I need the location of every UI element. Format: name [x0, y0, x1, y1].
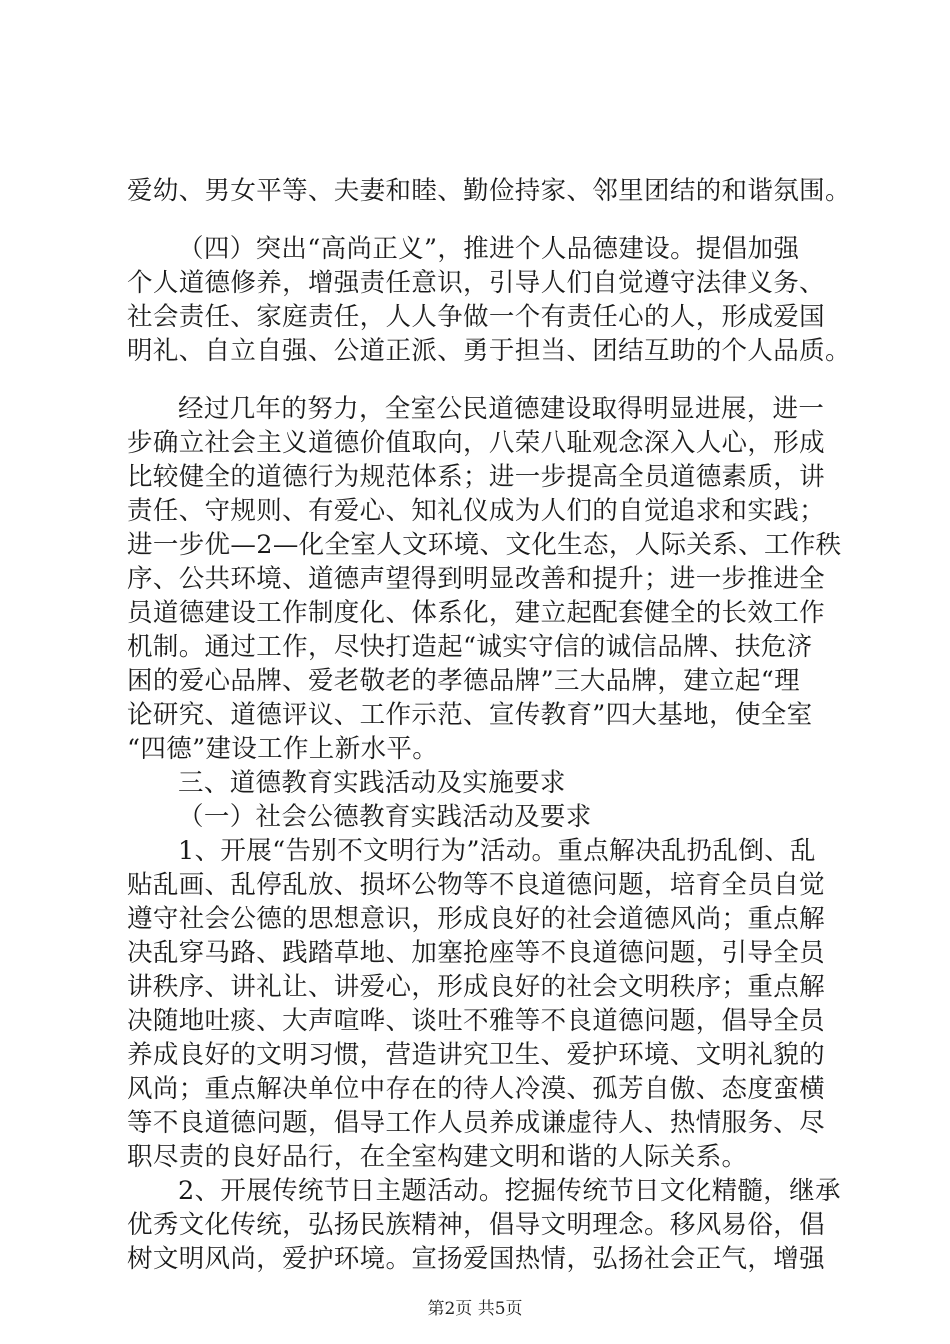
text-line: 风尚；重点解决单位中存在的待人冷漠、孤芳自傲、态度蛮横 [127, 1074, 825, 1104]
text-line: 比较健全的道德行为规范体系；进一步提高全员道德素质，讲 [127, 462, 825, 492]
text-line: 经过几年的努力，全室公民道德建设取得明显进展，进一 [178, 394, 825, 424]
text-line: 决随地吐痰、大声喧哗、谈吐不雅等不良道德问题，倡导全员 [127, 1006, 825, 1036]
text-line: 职尽责的良好品行，在全室构建文明和谐的人际关系。 [127, 1142, 748, 1172]
text-line: 责任、守规则、有爱心、知礼仪成为人们的自觉追求和实践； [127, 496, 825, 526]
text-line: 个人道德修养，增强责任意识，引导人们自觉遵守法律义务、 [127, 268, 825, 298]
text-line: 讲秩序、讲礼让、讲爱心，形成良好的社会文明秩序；重点解 [127, 972, 825, 1002]
text-line: 社会责任、家庭责任，人人争做一个有责任心的人，形成爱国 [127, 302, 825, 332]
text-line: “四德”建设工作上新水平。 [127, 734, 439, 764]
text-line: 进一步优—2—化全室人文环境、文化生态，人际关系、工作秩 [127, 530, 842, 560]
section-heading: 三、道德教育实践活动及实施要求 [178, 768, 566, 798]
text-line: 树文明风尚，爱护环境。宣扬爱国热情，弘扬社会正气，增强 [127, 1244, 825, 1274]
text-line: 遵守社会公德的思想意识，形成良好的社会道德风尚；重点解 [127, 904, 825, 934]
text-line: 等不良道德问题，倡导工作人员养成谦虚待人、热情服务、尽 [127, 1108, 825, 1138]
subsection-heading: （一）社会公德教育实践活动及要求 [178, 802, 592, 832]
text-line: 困的爱心品牌、爱老敬老的孝德品牌”三大品牌，建立起“理 [127, 666, 801, 696]
text-line: 决乱穿马路、践踏草地、加塞抢座等不良道德问题，引导全员 [127, 938, 825, 968]
text-line: 优秀文化传统，弘扬民族精神，倡导文明理念。移风易俗，倡 [127, 1210, 825, 1240]
text-line: 论研究、道德评议、工作示范、宣传教育”四大基地，使全室 [127, 700, 813, 730]
page-number-footer: 第2页 共5页 [427, 1299, 523, 1319]
text-line: 贴乱画、乱停乱放、损坏公物等不良道德问题，培育全员自觉 [127, 870, 825, 900]
text-line: 爱幼、男女平等、夫妻和睦、勤俭持家、邻里团结的和谐氛围。 [127, 176, 851, 206]
text-line: 员道德建设工作制度化、体系化，建立起配套健全的长效工作 [127, 598, 825, 628]
text-line: 机制。通过工作，尽快打造起“诚实守信的诚信品牌、扶危济 [127, 632, 813, 662]
text-line: （四）突出“高尚正义”，推进个人品德建设。提倡加强 [178, 234, 800, 264]
text-line: 步确立社会主义道德价值取向，八荣八耻观念深入人心，形成 [127, 428, 825, 458]
text-line: 明礼、自立自强、公道正派、勇于担当、团结互助的个人品质。 [127, 336, 851, 366]
text-line: 养成良好的文明习惯，营造讲究卫生、爱护环境、文明礼貌的 [127, 1040, 825, 1070]
text-line: 1、开展“告别不文明行为”活动。重点解决乱扔乱倒、乱 [178, 836, 816, 866]
text-line: 序、公共环境、道德声望得到明显改善和提升；进一步推进全 [127, 564, 825, 594]
text-line: 2、开展传统节日主题活动。挖掘传统节日文化精髓，继承 [178, 1176, 841, 1206]
